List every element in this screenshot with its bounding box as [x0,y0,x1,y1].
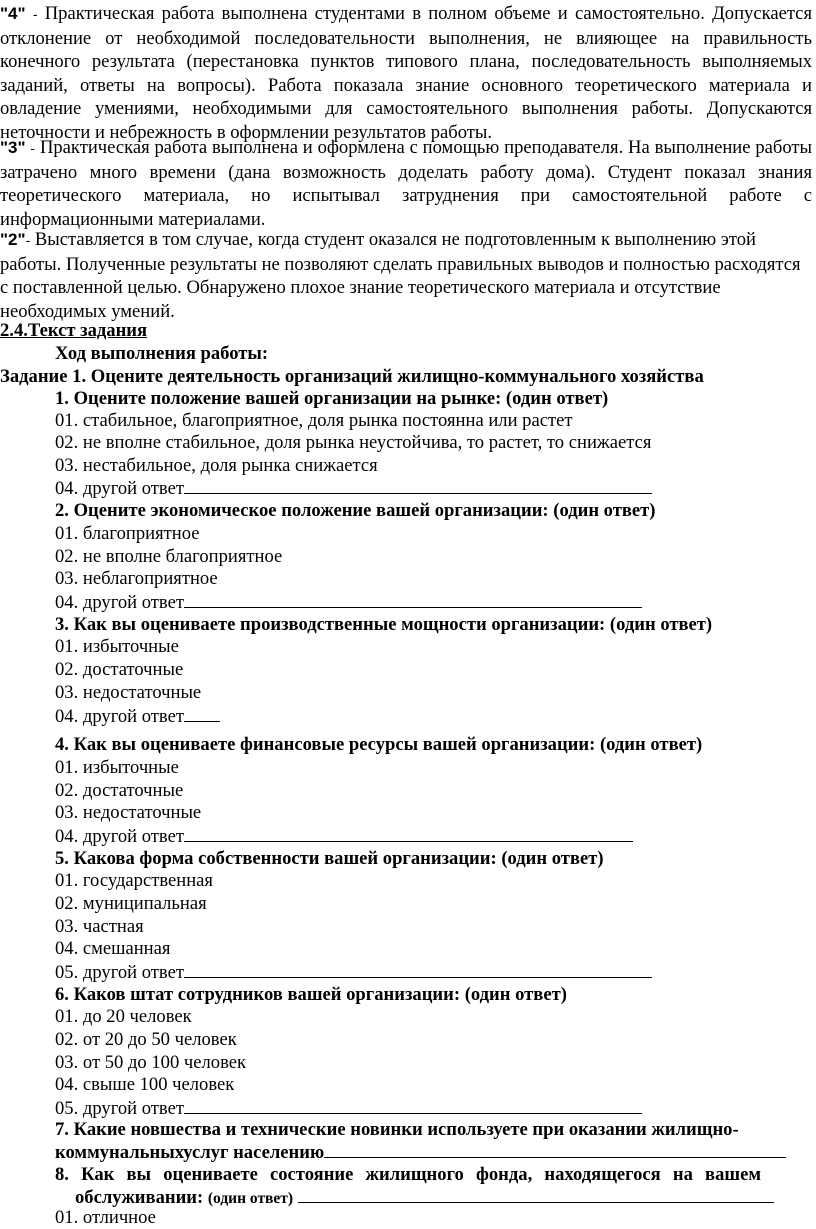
answer-option: 01. избыточные [55,757,179,778]
grade-mark: "2" [0,230,26,249]
grade-4-paragraph [0,2,812,145]
answer-option-label: 04. другой ответ [55,478,184,499]
question-title: 4. Как вы оцениваете финансовые ресурсы вашей организации: (один ответ) [55,734,703,755]
answer-blank-line [184,591,642,608]
answer-option: 03. неблагоприятное [55,568,218,589]
answer-option: 02. не вполне стабильное, доля рынка неустойчива, то растет, то снижается [55,432,652,453]
answer-option: 03. от 50 до 100 человек [55,1052,247,1073]
question-title-text: коммунальныхуслуг населению [55,1142,325,1163]
answer-option-other [55,1097,642,1119]
answer-blank-line [184,961,652,978]
task-heading: Задание 1. Оцените деятельность организаций жилищно-коммунального хозяйства [0,366,704,387]
answer-option: 04. свыше 100 человек [55,1074,235,1095]
answer-option: 03. недостаточные [55,682,202,703]
answer-option: 01. государственная [55,870,213,891]
answer-option-label: 05. другой ответ [55,962,184,983]
procedure-heading: Ход выполнения работы: [55,343,269,364]
answer-blank-line [324,1141,786,1158]
answer-blank-line [184,1097,642,1114]
answer-option-other [55,961,652,983]
grade-2-paragraph [0,228,812,323]
question-title-suffix: (один ответ) [207,1190,294,1207]
answer-option-label: 04. другой ответ [55,706,184,727]
answer-option: 03. нестабильное, доля рынка снижается [55,455,378,476]
question-title: 6. Каков штат сотрудников вашей организации: (один ответ) [55,984,567,1005]
answer-option: 04. смешанная [55,938,171,959]
answer-blank-line [298,1186,774,1203]
grade-dash: - [25,232,31,248]
answer-blank-line [184,477,652,494]
grade-mark: "3" [0,138,26,157]
answer-option: 02. не вполне благоприятное [55,546,283,567]
question-title-continued [75,1186,774,1208]
answer-option: 01. до 20 человек [55,1006,192,1027]
question-title: 5. Какова форма собственности вашей организации: (один ответ) [55,848,604,869]
answer-option: 02. достаточные [55,659,184,680]
question-title: 8. Как вы оцениваете состояние жилищного фонда, находящегося на вашем [55,1164,761,1185]
question-title: 1. Оцените положение вашей организации на рынке: (один ответ) [55,388,609,409]
section-heading: 2.4.Текст задания [0,320,148,341]
answer-option-other [55,705,220,727]
grade-dash: - [30,140,36,156]
question-title-text: обслуживании: [75,1187,204,1208]
grade-dash: - [32,6,38,22]
grade-3-paragraph [0,136,812,231]
answer-option: 01. избыточные [55,636,179,657]
answer-option: 01. отличное [55,1207,156,1228]
answer-option-label: 04. другой ответ [55,826,184,847]
answer-option: 02. муниципальная [55,893,207,914]
grade-text: Выставляется в том случае, когда студент оказался не подготовленным к выполнению этой работы. Полученные результаты не позволяют сделать правильных выводов и полностью расходятся с поставленной целью. Обнаружено плохое знание теоретического материала и отсутствие необходимых умений. [0,229,801,322]
answer-option: 03. недостаточные [55,802,202,823]
answer-option-other [55,477,652,499]
answer-option: 02. достаточные [55,780,184,801]
question-title: 7. Какие новшества и технические новинки используете при оказании жилищно- [55,1119,739,1140]
answer-option: 01. стабильное, благоприятное, доля рынка постоянна или растет [55,410,573,431]
answer-option-label: 05. другой ответ [55,1098,184,1119]
grade-mark: "4" [0,4,26,23]
answer-option: 02. от 20 до 50 человек [55,1029,237,1050]
grade-text: Практическая работа выполнена и оформлена с помощью преподавателя. На выполнение работы затрачено много времени (дана возможность доделать работу дома). Студент показал знания теоретического материала, но испытывал затруднения при самостоятельной работе с информационными материалами. [0,137,812,230]
answer-blank-line [184,825,633,842]
question-title: 3. Как вы оцениваете производственные мощности организации: (один ответ) [55,614,713,635]
question-title: 2. Оцените экономическое положение вашей организации: (один ответ) [55,500,656,521]
answer-option-other [55,591,642,613]
grade-text: Практическая работа выполнена студентами в полном объеме и самостоятельно. Допускается отклонение от необходимой последовательности выполнения, не влияющее на правильность конечного результата (перестановка пунктов типового плана, последовательность выполняемых заданий, ответы на вопросы). Работа показала знание основного теоретического материала и овладение умениями, необходимыми для самостоятельного выполнения работы. Допускаются неточности и небрежность в оформлении результатов работы. [0,3,812,143]
answer-option-other [55,825,633,847]
answer-option-label: 04. другой ответ [55,592,184,613]
answer-option: 01. благоприятное [55,523,200,544]
question-title-continued [55,1141,786,1163]
answer-option: 03. частная [55,916,144,937]
answer-blank-line [184,705,220,722]
